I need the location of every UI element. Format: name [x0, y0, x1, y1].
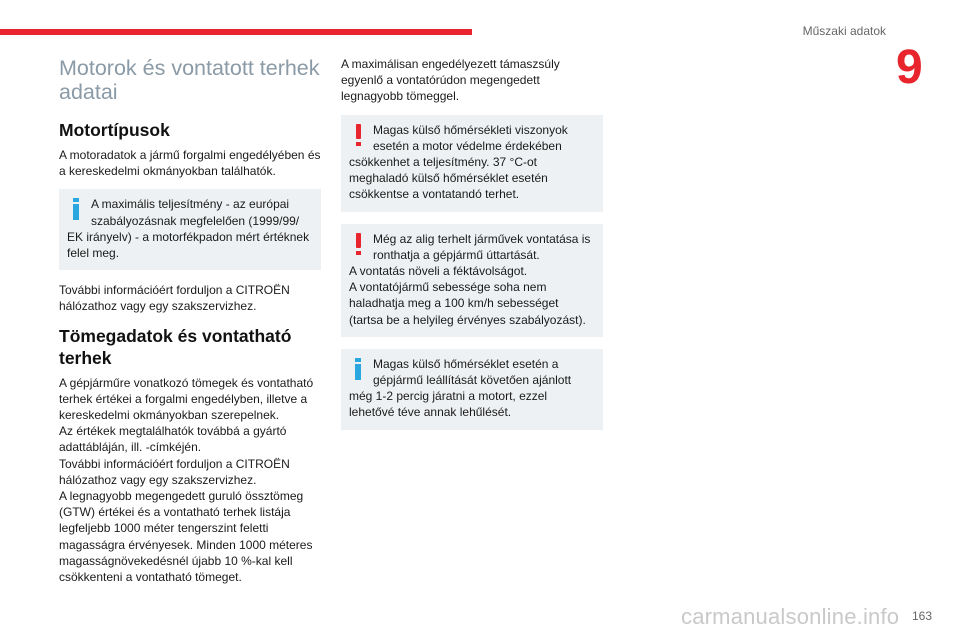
chapter-number: 9 [896, 41, 923, 94]
warning2-p2: A vontatás növeli a féktávolságot. [349, 264, 528, 279]
info-note-lead: A maximális teljesítmény - az európai szabályozásnak megfelelően (1999/99/ [91, 197, 300, 228]
engine-types-intro: A motoradatok a jármű forgalmi engedélyében és a kereskedelmi okmányokban találhatók. [59, 148, 321, 179]
info-icon [69, 198, 83, 220]
watermark: carmanualsonline.info [681, 604, 900, 629]
weights-heading: Tömegadatok és vontatható terhek [59, 325, 292, 368]
weights-p3: További információért forduljon a CITROËN hálózathoz vagy egy szakszervizhez. [59, 456, 290, 487]
page-number: 163 [912, 609, 933, 623]
info-icon [351, 358, 365, 380]
left-column [59, 56, 321, 595]
warning-icon [351, 233, 365, 255]
info2-lead: Magas külső hőmérséklet esetén a gépjármű leállítását követően ajánlott [373, 356, 572, 388]
warning2-p3: A vontatójármű sebessége soha nem haladhatja meg a 100 km/h sebességet (tartsa be a helyileg érvényes szabályozást). [349, 280, 586, 327]
warning1-lead: Magas külső hőmérsékleti viszonyok esetén a motor védelme érdekében [373, 122, 568, 153]
towbar-intro: A maximálisan engedélyezett támaszsúly egyenlő a vontatórúdon megengedett legnagyobb tömeggel. [341, 57, 560, 104]
warning-towing [341, 224, 603, 337]
info-engine-cooling [341, 349, 603, 430]
warning-high-temperature [341, 115, 603, 212]
right-column [341, 56, 603, 442]
page-heading: Motorok és vontatott terhek adatai [59, 56, 320, 104]
weights-p4: A legnagyobb megengedett guruló össztömeg (GTW) értékei és a vontatható terhek listája legfeljebb 1000 méter tengerszint feletti magasságra érvényesek. Minden 1000 méteres magasságnövekedésnél újabb 10 %-kal kell csökkenteni a vontatható tömeget. [59, 489, 313, 585]
engine-more-info: További információért forduljon a CITROËN hálózathoz vagy egy szakszervizhez. [59, 283, 290, 314]
warning-icon [351, 124, 365, 146]
warning1-rest: csökkenhet a teljesítmény. 37 °C-ot meghaladó külső hőmérséklet esetén csökkentse a vontatandó terhet. [349, 155, 548, 202]
weights-p2: Az értékek megtalálhatók továbbá a gyártó adattábláján, ill. -címkéjén. [59, 424, 287, 455]
warning2-lead: Még az alig terhelt járművek vontatása is ronthatja a gépjármű úttartását. [373, 231, 591, 262]
info-note-rest: EK irányelv) - a motorfékpadon mért értéknek felel meg. [67, 229, 310, 261]
header-accent-bar [0, 29, 472, 35]
info2-rest: még 1-2 percig járatni a motort, ezzel lehetővé téve annak lehűlését. [349, 389, 548, 420]
weights-p1: A gépjárműre vonatkozó tömegek és vontatható terhek értékei a forgalmi engedélyben, illetve a kereskedelmi okmányokban szerepelnek. [59, 375, 314, 423]
info-note-max-power [59, 189, 321, 270]
engine-types-heading: Motortípusok [59, 120, 170, 140]
section-title: Műszaki adatok [802, 24, 886, 38]
